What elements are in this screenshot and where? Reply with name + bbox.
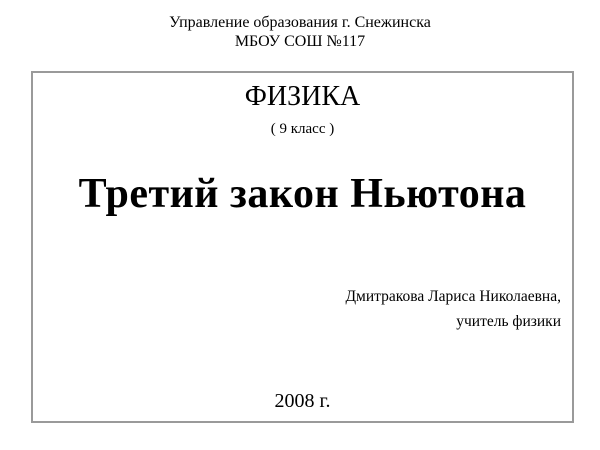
subject-title: ФИЗИКА xyxy=(244,81,361,112)
author-name: Дмитракова Лариса Николаевна, xyxy=(345,288,561,305)
author-role: учитель физики xyxy=(456,313,561,330)
header-school-line: МБОУ СОШ №117 xyxy=(234,33,366,50)
main-title: Третий закон Ньютона xyxy=(78,171,527,217)
header-org-line: Управление образования г. Снежинска xyxy=(169,14,431,31)
grade-subtitle: ( 9 класс ) xyxy=(270,121,335,137)
slide-frame xyxy=(31,71,574,423)
author-block xyxy=(345,284,561,334)
year-label: 2008 г. xyxy=(274,390,331,412)
slide-header xyxy=(0,13,600,51)
